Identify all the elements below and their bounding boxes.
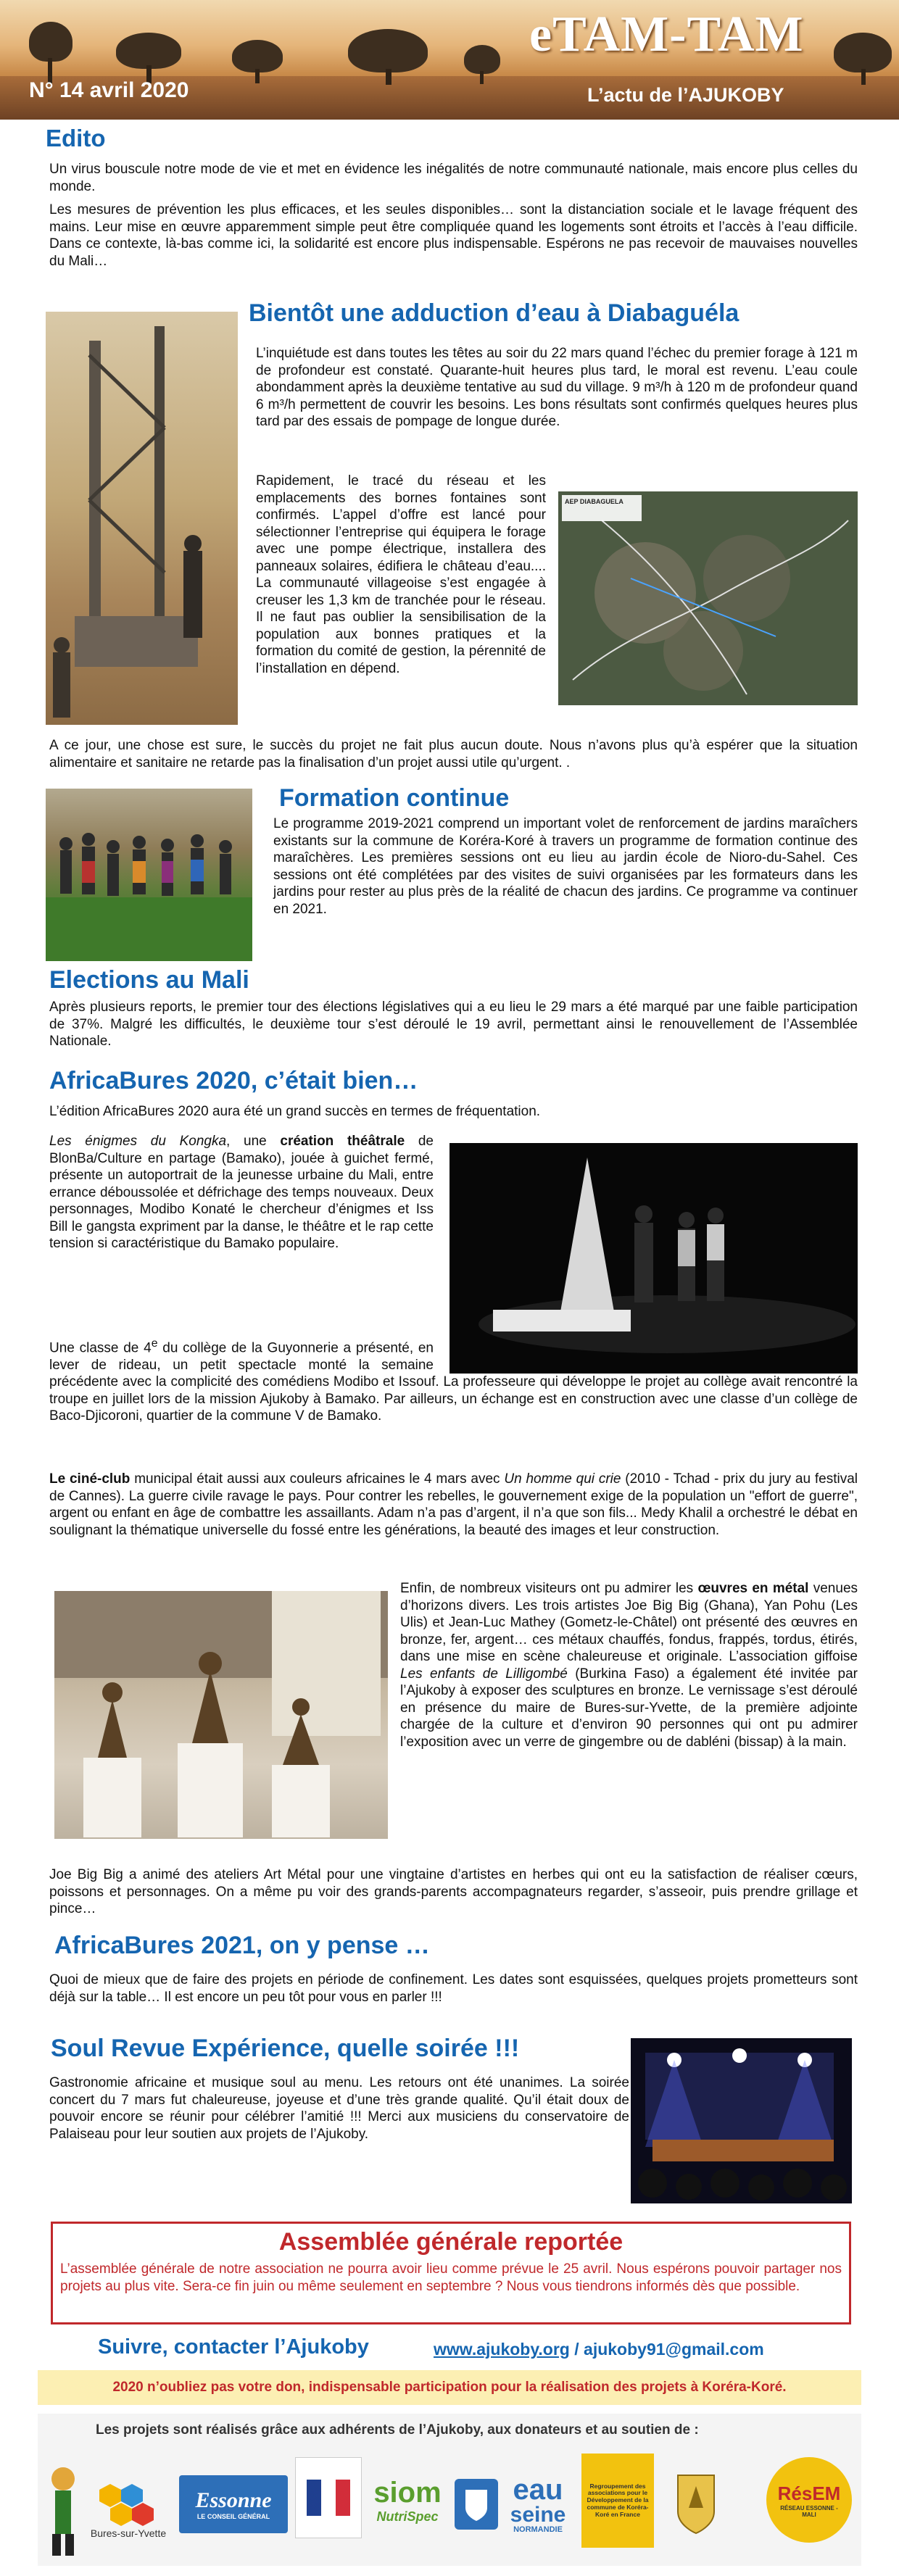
tree-silhouette: [116, 33, 181, 69]
tree-trunk: [386, 69, 392, 85]
essonne-label: Essonne: [195, 2488, 272, 2512]
resem-logo: [766, 2457, 852, 2543]
cine-text-a: municipal était aussi aux couleurs africaines le 4 mars avec: [130, 1471, 505, 1487]
eau-seine-normandie-logo: [502, 2461, 574, 2548]
ag-text: L’assemblée générale de notre association ne pourra avoir lieu comme prévue le 25 avril. Nous espérons pouvoir partager nos projets au plus vite. Sera-ce fin juin ou même seulement en septembre ? Nous vous tiendrons informés dès que possible.: [60, 2261, 842, 2294]
sponsors-intro: Les projets sont réalisés grâce aux adhérents de l’Ajukoby, aux donateurs et au soutien de :: [96, 2422, 699, 2438]
elections-paragraph: [49, 999, 858, 1050]
eau-heading: Bientôt une adduction d’eau à Diabaguéla: [249, 299, 740, 327]
theatre-text: de BlonBa/Culture en partage (Bamako), jouée à guichet fermé, présente un autoportrait de la jeunesse urbaine du Mali, entre errance déboussolée et défrichage des temps nouveaux. Deux personnages, Modibo Konaté le chercheur d’énigmes et Iss Bill le gangsta expriment par la danse, le théâtre et le rap cette tension si caractéristique du Bamako populaire.: [49, 1134, 434, 1251]
cine-paragraph: [49, 1471, 858, 1539]
theatre-paragraph: Les énigmes du Kongka, une création théâtrale de BlonBa/Culture en partage (Bamako), jouée à guichet fermé, présente un autoportrait de la jeunesse urbaine du Mali, entre errance déboussolée et défrichage des temps nouveaux. Deux personnages, Modibo Konaté le chercheur d’énigmes et Iss Bill le gangsta expriment par la danse, le théâtre et le rap cette tension si caractéristique du Bamako populaire.: [49, 1134, 434, 1251]
marianne-icon: [307, 2480, 350, 2516]
metal-assoc: Les enfants de Lilligombé: [400, 1666, 568, 1682]
formation-heading: Formation continue: [279, 784, 510, 812]
republique-francaise-logo: [295, 2457, 362, 2538]
bures-label: Bures-sur-Yvette: [90, 2527, 167, 2539]
contact-label: Suivre, contacter l’Ajukoby: [98, 2335, 369, 2359]
ateliers-paragraph: [49, 1866, 858, 1918]
metal-text-c: (Burkina Faso) a également été invitée par l’Ajukoby à exposer des sculptures en bronze. Le vernissage s’est déroulé en présence du maire de Bures-sur-Yvette, de la première adjointe chargée de la culture et d’environ 90 personnes qui ont pu admirer l’exposition avec un verre de gingembre ou de dabléni (bissap) à la main.: [400, 1666, 858, 1750]
drilling-rig-illustration: [46, 312, 238, 725]
college-text-a: Une classe de 4: [49, 1340, 152, 1356]
sponsors-panel: [38, 2414, 861, 2566]
website-link[interactable]: www.ajukoby.org: [434, 2340, 570, 2359]
cine-text-b: (2010 - Tchad - prix du jury au festival de Cannes). La guerre civile ravage le pays. Pour contrer les rebelles, le gouvernement exige de la population un "effort de guerre", argent ou enfant en âge de combattre les assaillants. Adam n’a pas d’argent, il n’a que son fils... Medy Khalil a orchestré le débat en soulignant la thématique universelle du fossé entre les générations, la beauté des images et leur construction.: [49, 1471, 858, 1538]
newsletter-title: eTAM-TAM: [529, 7, 804, 62]
regroupement-logo: [581, 2454, 654, 2548]
normandie-label: NORMANDIE: [513, 2525, 563, 2534]
college-text-b: du collège de la Guyonnerie a présenté, en lever de rideau, un petit spectacle monté la semaine précédente avec la complicité des comédiens Modibo et Issouf. La professeure qui développe le projet au collège avait rencontré la troupe en juillet lors de la mission Ajukoby à Bamako. Par ailleurs, un échange est en construction avec une classe d’un collège de Baco-Djicoroni, quartier de la commune V de Bamako.: [49, 1340, 858, 1424]
metal-text-a: Enfin, de nombreux visiteurs ont pu admirer les: [400, 1581, 698, 1596]
resem-label: RésEM: [777, 2482, 841, 2504]
soul-text: Gastronomie africaine et musique soul au menu. Les retours ont été unanimes. La soirée concert du 7 mars fut chaleureuse, joyeuse et d’une très grande qualité. Qu’il était doux de pouvoir encore se réunir pour célébrer l’amitié !!! Merci aux musiciens du conservatoire de Palaiseau pour leur soutien aux projets de l’Ajukoby.: [49, 2075, 629, 2142]
metal-text-b: venues d’horizons divers. Les trois artistes Joe Big Big (Ghana), Yan Pohu (Les Ulis) et Jean-Luc Mathey (Gometz-le-Châtel) ont présenté des œuvres en bronze, fer, argent… ces métaux chauffés, fondus, frappés, tordus, étirés, dans une mise en scène chaleureuse et originale. L’association giffoise: [400, 1581, 858, 1664]
tree-trunk: [255, 69, 260, 83]
essonne-logo: [179, 2475, 288, 2533]
crest-logo: [667, 2464, 725, 2544]
africabures-intro-text: L’édition AfricaBures 2020 aura été un grand succès en termes de fréquentation.: [49, 1104, 541, 1119]
formation-paragraph: [273, 815, 858, 918]
ateliers-text: Joe Big Big a animé des ateliers Art Métal pour une vingtaine d’artistes en herbes qui ont eu la satisfaction de réaliser cœurs, poissons et personnages. On a même pu voir des grands-parents accompagnateurs regarder, s’asseoir, puis prendre grillage et pince…: [49, 1867, 858, 1916]
theatre-bold: création théâtrale: [280, 1134, 405, 1149]
soul-heading: Soul Revue Expérience, quelle soirée !!!: [51, 2035, 520, 2062]
email-link[interactable]: ajukoby91@gmail.com: [584, 2340, 764, 2359]
seine-label: seine: [510, 2502, 566, 2527]
edito-heading: Edito: [46, 125, 106, 151]
africabures2021-text: Quoi de mieux que de faire des projets en période de confinement. Les dates sont esquissées, quelques projets prometteurs sont déjà sur la table… Il est encore un peu tôt pour vous en parler !!!: [49, 1972, 858, 2005]
formation-text: Le programme 2019-2021 comprend un important volet de renforcement de jardins maraîchers existants sur la commune de Koréra-Koré à travers un programme de formation continue des maraîchères. Les premières sessions ont eu lieu au jardin école de Nioro-du-Sahel. Ces sessions ont été complétées par des visites de suivi organisées par les formateurs dans les jardins pour rester au plus près de la réalité de chacun des jardins. Ce programme va continuer en 2021.: [273, 816, 858, 917]
africabures-intro: [49, 1103, 858, 1121]
metal-exhibition-photo: [54, 1591, 388, 1839]
bures-sur-yvette-logo: [85, 2464, 172, 2551]
resem-sub: RÉSEAU ESSONNE - MALI: [780, 2504, 838, 2518]
africabures2021-paragraph: [49, 1972, 858, 2006]
nutrispec-label: NutriSpec: [376, 2509, 439, 2524]
africabures-heading: AfricaBures 2020, c’était bien…: [49, 1067, 418, 1094]
edito-body: [49, 161, 858, 276]
concert-stage-illustration: [631, 2038, 852, 2203]
tree-trunk: [861, 69, 866, 85]
eau-paragraph-1: [256, 345, 858, 431]
eau-paragraph-2: [256, 473, 546, 677]
eau-text-1: L’inquiétude est dans toutes les têtes au soir du 22 mars quand l’échec du premier forage à 121 m de profondeur est constaté. Quarante-huit heures plus tard, le moral est revenu. L’eau coule abondamment après la deuxième tentative au sud du village. 9 m³/h à 120 m de profondeur quand 6 m³/h permettent de couvrir les besoins. Les bons résultats sont confirmés quelques heures plus tard par des essais de pompage de longue durée.: [256, 346, 858, 429]
concert-photo: [631, 2038, 852, 2203]
assemblee-generale-box: [51, 2222, 851, 2324]
eau-text-2: Rapidement, le tracé du réseau et les emplacements des bornes fontaines sont confirmés. L’appel d’offre est lancé pour sélectionner l’entreprise qui équipera le forage avec une pompe électrique, installera des panneaux solaires, édifiera le château d’eau.... La communauté villageoise s’est engagée à creuser les 1,3 km de tranchée pour le réseau. Il ne faut pas oublier la sensibilisation de la population aux bonnes pratiques et la formation du comité de gestion, la pérennité de l’installation en dépend.: [256, 473, 546, 676]
cine-bold: Le ciné-club: [49, 1471, 130, 1487]
garden-group-illustration: [46, 789, 252, 961]
tree-trunk: [480, 71, 484, 84]
tree-silhouette: [348, 29, 428, 72]
garden-training-photo: [46, 789, 252, 961]
regroupement-label: Regroupement des associations pour le Développement de la commune de Koréra-Koré en France: [587, 2482, 649, 2518]
theatre-title: Les énigmes du Kongka: [49, 1134, 227, 1149]
college-sup: e: [151, 1337, 158, 1350]
mascot-icon: [45, 2450, 81, 2559]
contact-separator: /: [569, 2340, 584, 2359]
ajukoby-mascot-logo: [45, 2450, 81, 2559]
tree-silhouette: [29, 22, 72, 62]
essonne-sub: LE CONSEIL GÉNÉRAL: [196, 2513, 270, 2520]
eau-paragraph-3: [49, 737, 858, 771]
ag-heading: Assemblée générale reportée: [278, 2228, 624, 2256]
contact-links: [434, 2340, 764, 2359]
elections-heading: Elections au Mali: [49, 966, 249, 994]
satellite-map-illustration: [558, 491, 858, 705]
edito-paragraph: Un virus bouscule notre mode de vie et met en évidence les inégalités de notre communauté nationale, mais encore plus celles du monde.: [49, 162, 858, 194]
college-paragraph: [49, 1335, 858, 1425]
elections-text: Après plusieurs reports, le premier tour des élections législatives qui a eu lieu le 29 mars a été marqué par une faible participation de 37%. Malgré les difficultés, le deuxième tour s’est déroulé le 19 avril, permettant ainsi le renouvellement de l’Assemblée Nationale.: [49, 1000, 858, 1049]
edito-paragraph: Les mesures de prévention les plus efficaces, et les seules disponibles… sont la distanciation sociale et le lavage fréquent des mains. Leur mise en œuvre apparemment simple peut être compliquée quand les logements sont étroits et l’accès à l’eau difficile. Dans ce contexte, là-bas comme ici, la solidarité est encore plus indispensable. Espérons ne pas recevoir de mauvaises nouvelles du Mali…: [49, 202, 858, 269]
metal-paragraph: [400, 1580, 858, 1750]
coat-of-arms-icon: [462, 2486, 491, 2522]
newsletter-tagline: L’actu de l’AJUKOBY: [587, 84, 784, 106]
honeycomb-icon: [88, 2477, 168, 2527]
map-label: AEP DIABAGUELA: [565, 498, 624, 505]
eau-label: eau: [513, 2473, 563, 2506]
tree-silhouette: [464, 45, 500, 74]
essonne-coat-logo: [455, 2479, 498, 2530]
drilling-rig-photo: [46, 312, 238, 725]
metal-bold: œuvres en métal: [697, 1581, 809, 1596]
eau-text-3: A ce jour, une chose est sure, le succès du projet ne fait plus aucun doute. Nous n’avons plus qu’à espérer que la situation alimentaire et sanitaire ne retarde pas la finalisation d’un projet aussi utile qu’urgent. .: [49, 738, 858, 770]
sculpture-exhibit-illustration: [54, 1591, 388, 1839]
crest-icon: [674, 2472, 718, 2537]
soul-paragraph: [49, 2074, 629, 2143]
cine-film-title: Un homme qui crie: [504, 1471, 621, 1487]
newsletter-header: [0, 0, 899, 120]
siom-label: siom: [373, 2477, 442, 2509]
tree-silhouette: [232, 40, 283, 72]
tree-silhouette: [834, 33, 892, 72]
siom-logo: [368, 2461, 447, 2540]
issue-number: N° 14 avril 2020: [29, 78, 189, 102]
network-map: [558, 491, 858, 705]
donation-banner: 2020 n’oubliez pas votre don, indispensable participation pour la réalisation des projets à Koréra-Koré.: [38, 2370, 861, 2405]
africabures2021-heading: AfricaBures 2021, on y pense …: [54, 1932, 430, 1959]
